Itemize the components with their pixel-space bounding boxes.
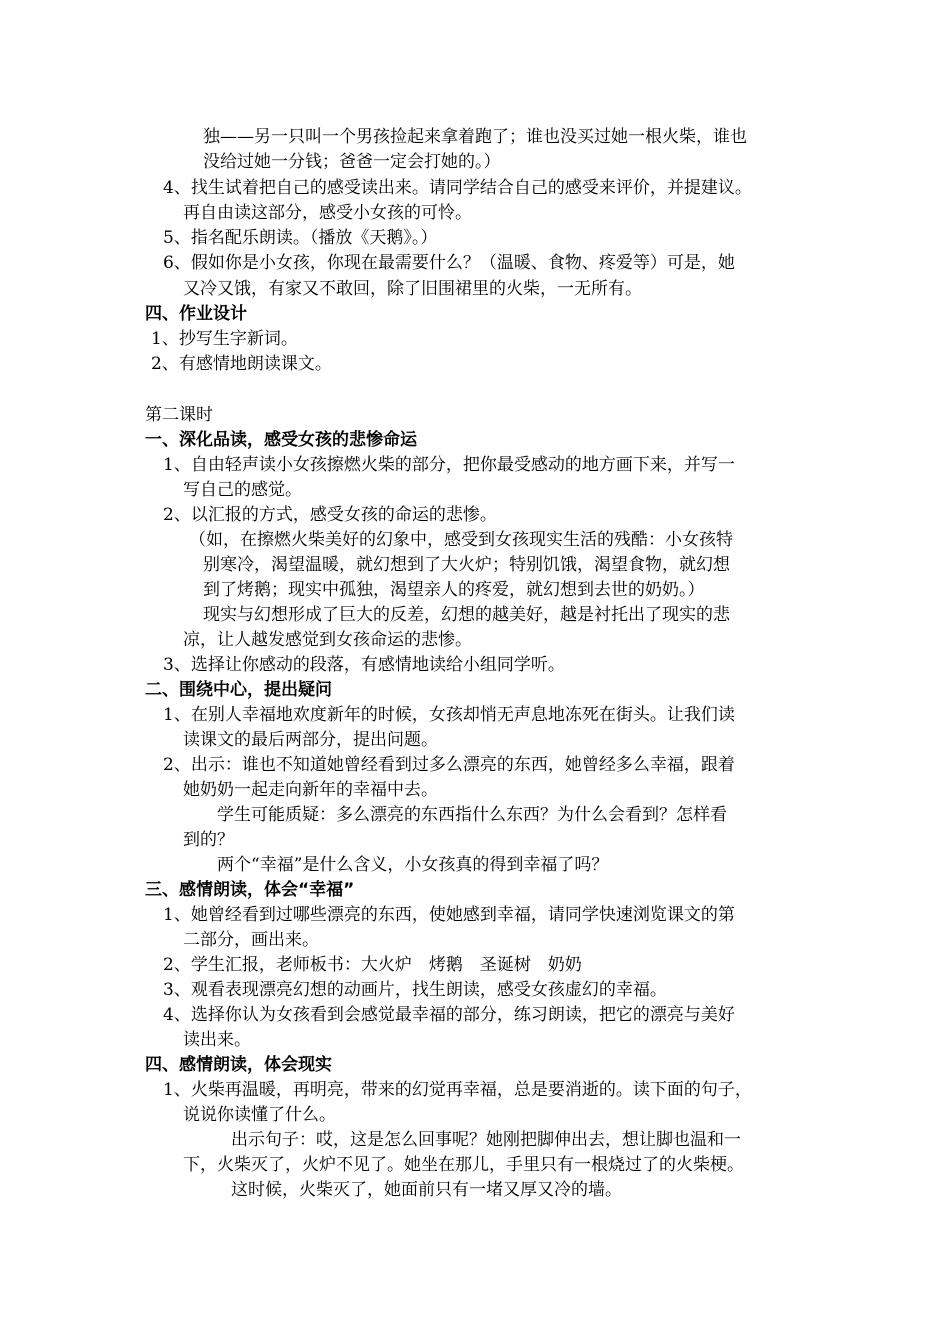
text-line: 读出来。 bbox=[183, 1030, 251, 1050]
text-line: 4、选择你认为女孩看到会感觉最幸福的部分，练习朗读，把它的漂亮与美好 bbox=[163, 1005, 735, 1025]
text-line: 1、在别人幸福地欢度新年的时候，女孩却悄无声息地冻死在街头。让我们读 bbox=[163, 705, 735, 725]
text-line: 2、出示：谁也不知道她曾经看到过多么漂亮的东西，她曾经多么幸福，跟着 bbox=[163, 755, 735, 775]
text-line: 二部分，画出来。 bbox=[183, 930, 319, 950]
text-line: 2、有感情地朗读课文。 bbox=[151, 354, 332, 374]
text-line: 3、选择让你感动的段落，有感情地读给小组同学听。 bbox=[163, 655, 565, 675]
text-line: 到的？ bbox=[183, 830, 234, 850]
text-line: 说说你读懂了什么。 bbox=[183, 1105, 336, 1125]
section-heading: 三、感情朗读，体会“幸福” bbox=[145, 880, 355, 900]
text-line: 读课文的最后两部分，提出问题。 bbox=[183, 730, 438, 750]
section-heading: 四、感情朗读，体会现实 bbox=[145, 1055, 332, 1075]
text-line: 别寒冷，渴望温暖，就幻想到了大火炉；特别饥饿，渴望食物，就幻想 bbox=[203, 555, 730, 575]
text-line: 写自己的感觉。 bbox=[183, 480, 302, 500]
text-line: 现实与幻想形成了巨大的反差，幻想的越美好，越是衬托出了现实的悲 bbox=[203, 605, 730, 625]
text-line: 凉，让人越发感觉到女孩命运的悲惨。 bbox=[183, 630, 472, 650]
section-heading: 二、围绕中心，提出疑问 bbox=[145, 680, 332, 700]
text-line: （如，在擦燃火柴美好的幻象中，感受到女孩现实生活的残酷：小女孩特 bbox=[189, 530, 733, 550]
text-line: 4、找生试着把自己的感受读出来。请同学结合自己的感受来评价，并提建议。 bbox=[163, 178, 752, 198]
text-line: 1、自由轻声读小女孩擦燃火柴的部分，把你最受感动的地方画下来，并写一 bbox=[163, 455, 735, 475]
text-line: 2、以汇报的方式，感受女孩的命运的悲惨。 bbox=[163, 505, 497, 525]
text-line: 再自由读这部分，感受小女孩的可怜。 bbox=[183, 203, 472, 223]
text-line: 1、抄写生字新词。 bbox=[151, 329, 298, 349]
text-line: 出示句子：哎，这是怎么回事呢？她刚把脚伸出去，想让脚也温和一 bbox=[231, 1130, 741, 1150]
text-line: 2、学生汇报，老师板书：大火炉 烤鹅 圣诞树 奶奶 bbox=[163, 955, 582, 975]
text-line: 6、假如你是小女孩，你现在最需要什么？（温暖、食物、疼爱等）可是，她 bbox=[163, 253, 735, 273]
text-line: 独——另一只叫一个男孩捡起来拿着跑了；谁也没买过她一根火柴，谁也 bbox=[203, 127, 747, 147]
text-line: 下，火柴灭了，火炉不见了。她坐在那儿，手里只有一根烧过了的火柴梗。 bbox=[183, 1155, 744, 1175]
text-line: 两个“幸福”是什么含义，小女孩真的得到幸福了吗？ bbox=[217, 855, 609, 875]
text-line: 又冷又饿，有家又不敢回，除了旧围裙里的火柴，一无所有。 bbox=[183, 279, 642, 299]
lesson-title: 第二课时 bbox=[145, 405, 213, 425]
text-line: 这时候，火柴灭了，她面前只有一堵又厚又冷的墙。 bbox=[231, 1180, 622, 1200]
text-line: 学生可能质疑：多么漂亮的东西指什么东西？为什么会看到？怎样看 bbox=[217, 805, 727, 825]
text-line: 3、观看表现漂亮幻想的动画片，找生朗读，感受女孩虚幻的幸福。 bbox=[163, 980, 667, 1000]
text-line: 1、火柴再温暖，再明亮，带来的幻觉再幸福，总是要消逝的。读下面的句子， bbox=[163, 1080, 752, 1100]
text-line: 5、指名配乐朗读。（播放《天鹅》。） bbox=[163, 228, 438, 248]
text-line: 到了烤鹅；现实中孤独，渴望亲人的疼爱，就幻想到去世的奶奶。） bbox=[203, 580, 705, 600]
text-line: 1、她曾经看到过哪些漂亮的东西，使她感到幸福，请同学快速浏览课文的第 bbox=[163, 905, 735, 925]
text-line: 她奶奶一起走向新年的幸福中去。 bbox=[183, 780, 438, 800]
text-line: 没给过她一分钱；爸爸一定会打她的。） bbox=[203, 152, 501, 172]
section-heading: 四、作业设计 bbox=[145, 304, 247, 324]
section-heading: 一、深化品读，感受女孩的悲惨命运 bbox=[145, 430, 417, 450]
